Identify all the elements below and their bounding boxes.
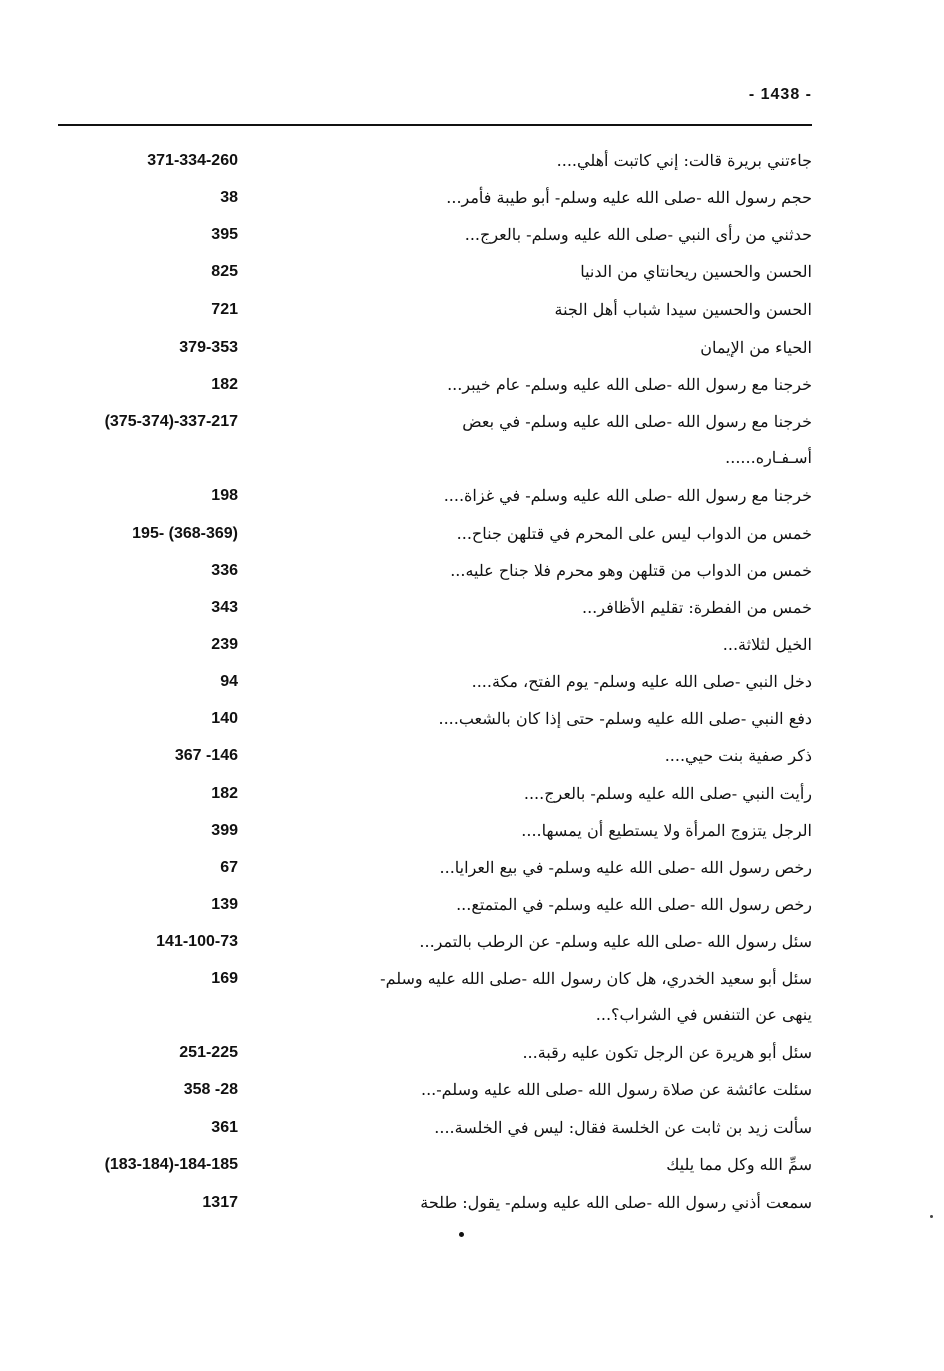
entry-page-ref: 94: [220, 673, 238, 690]
entry-text: خرجنا مع رسول الله -صلى الله عليه وسلم- في غزاة....: [443, 486, 812, 505]
entry-page-ref: 399: [211, 822, 238, 839]
entry-page-ref: 139: [211, 896, 238, 913]
entry-page-ref: 182: [211, 785, 238, 802]
entry-page-ref: 141-100-73: [156, 933, 238, 950]
index-entry: [0, 143, 944, 179]
entry-page-ref: 336: [211, 562, 238, 579]
entry-page-ref: 358 -28: [183, 1081, 238, 1098]
index-entry: [0, 254, 944, 290]
index-entry: [0, 664, 944, 700]
entry-page-ref: 361: [211, 1119, 238, 1136]
entry-page-ref: 371-334-260: [147, 152, 238, 169]
index-entry: [0, 516, 944, 552]
entry-text: خرجنا مع رسول الله -صلى الله عليه وسلم- في بعض: [462, 412, 812, 431]
entry-text: الخيل لثلاثة...: [722, 635, 812, 654]
entry-text-continuation: أسـفـاره......: [725, 448, 812, 467]
index-entry: [0, 590, 944, 626]
entry-page-ref: 395: [211, 226, 238, 243]
page-dot: [459, 1232, 464, 1237]
scan-speck: [930, 1215, 933, 1218]
entry-text: سمِّ الله وكل مما يليك: [666, 1155, 812, 1174]
entry-page-ref: 38: [220, 189, 238, 206]
page-number: - 1438 -: [748, 86, 812, 103]
index-entry: [0, 1147, 944, 1183]
index-entry: [0, 924, 944, 960]
index-entry: [0, 738, 944, 774]
index-entry: [0, 1072, 944, 1108]
entry-page-ref: 367 -146: [174, 747, 238, 764]
entry-text: سئل رسول الله -صلى الله عليه وسلم- عن الرطب بالتمر...: [419, 932, 812, 951]
entry-page-ref: 379-353: [179, 339, 238, 356]
entry-text: الحسن والحسين ريحانتاي من الدنيا: [580, 262, 812, 281]
index-entry: [0, 850, 944, 886]
entry-text: حجم رسول الله -صلى الله عليه وسلم- أبو طيبة فأمر...: [446, 188, 812, 207]
index-entry: [0, 217, 944, 253]
entry-page-ref: 1317: [202, 1194, 238, 1211]
entry-text: جاءتني بريرة قالت: إني كاتبت أهلي....: [556, 151, 812, 170]
entry-text: خمس من الفطرة: تقليم الأظافر...: [581, 598, 812, 617]
entry-text: الرجل يتزوج المرأة ولا يستطيع أن يمسها....: [521, 821, 812, 840]
entry-text: ذكر صفية بنت حيي....: [664, 746, 812, 765]
entry-text: سمعت أذني رسول الله -صلى الله عليه وسلم- يقول: طلحة: [420, 1193, 812, 1212]
entry-page-ref: 198: [211, 487, 238, 504]
entry-text: خرجنا مع رسول الله -صلى الله عليه وسلم- عام خيبر...: [447, 375, 812, 394]
index-entry: [0, 330, 944, 366]
entry-text: رخص رسول الله -صلى الله عليه وسلم- في بيع العرايا...: [439, 858, 812, 877]
entry-page-ref: 195- (368-369): [132, 525, 238, 542]
entry-text: سئل أبو سعيد الخدري، هل كان رسول الله -صلى الله عليه وسلم-: [380, 969, 812, 988]
entry-page-ref: 251-225: [179, 1044, 238, 1061]
entry-text: خمس من الدواب من قتلهن وهو محرم فلا جناح عليه...: [450, 561, 812, 580]
entry-page-ref: 239: [211, 636, 238, 653]
entry-text: الحياء من الإيمان: [700, 338, 812, 357]
entry-page-ref: 721: [211, 301, 238, 318]
index-entry: [0, 292, 944, 328]
entry-text: دفع النبي -صلى الله عليه وسلم- حتى إذا كان بالشعب....: [438, 709, 812, 728]
index-entry: [0, 1185, 944, 1221]
entry-page-ref: 182: [211, 376, 238, 393]
entry-page-ref: (375-374)-337-217: [104, 413, 238, 430]
entry-text: دخل النبي -صلى الله عليه وسلم- يوم الفتح، مكة....: [471, 672, 812, 691]
entry-page-ref: 140: [211, 710, 238, 727]
index-entry: [0, 701, 944, 737]
index-entry: [0, 887, 944, 923]
entry-page-ref: 67: [220, 859, 238, 876]
index-entry: [0, 961, 944, 1024]
index-entry: [0, 813, 944, 849]
entry-text: حدثني من رأى النبي -صلى الله عليه وسلم- بالعرج...: [464, 225, 812, 244]
entry-page-ref: (183-184)-184-185: [104, 1156, 238, 1173]
entry-page-ref: 169: [211, 970, 238, 987]
entry-text: خمس من الدواب ليس على المحرم في قتلهن جناح...: [456, 524, 812, 543]
index-entry: [0, 404, 944, 467]
index-entry: [0, 180, 944, 216]
index-entry: [0, 553, 944, 589]
entry-text: الحسن والحسين سيدا شباب أهل الجنة: [554, 300, 812, 319]
entry-text: سألت زيد بن ثابت عن الخلسة فقال: ليس في الخلسة....: [434, 1118, 812, 1137]
index-entry: [0, 1110, 944, 1146]
index-entry: [0, 627, 944, 663]
index-entry: [0, 1035, 944, 1071]
entry-text: سئلت عائشة عن صلاة رسول الله -صلى الله عليه وسلم-...: [420, 1080, 812, 1099]
index-entry: [0, 478, 944, 514]
entry-text: رخص رسول الله -صلى الله عليه وسلم- في المتمتع...: [456, 895, 812, 914]
entry-page-ref: 343: [211, 599, 238, 616]
entry-text: رأيت النبي -صلى الله عليه وسلم- بالعرج....: [523, 784, 812, 803]
entry-text: سئل أبو هريرة عن الرجل تكون عليه رقبة...: [522, 1043, 812, 1062]
index-entry: [0, 776, 944, 812]
index-entry: [0, 367, 944, 403]
entry-text-continuation: ينهى عن التنفس في الشراب؟...: [595, 1005, 812, 1024]
entry-page-ref: 825: [211, 263, 238, 280]
